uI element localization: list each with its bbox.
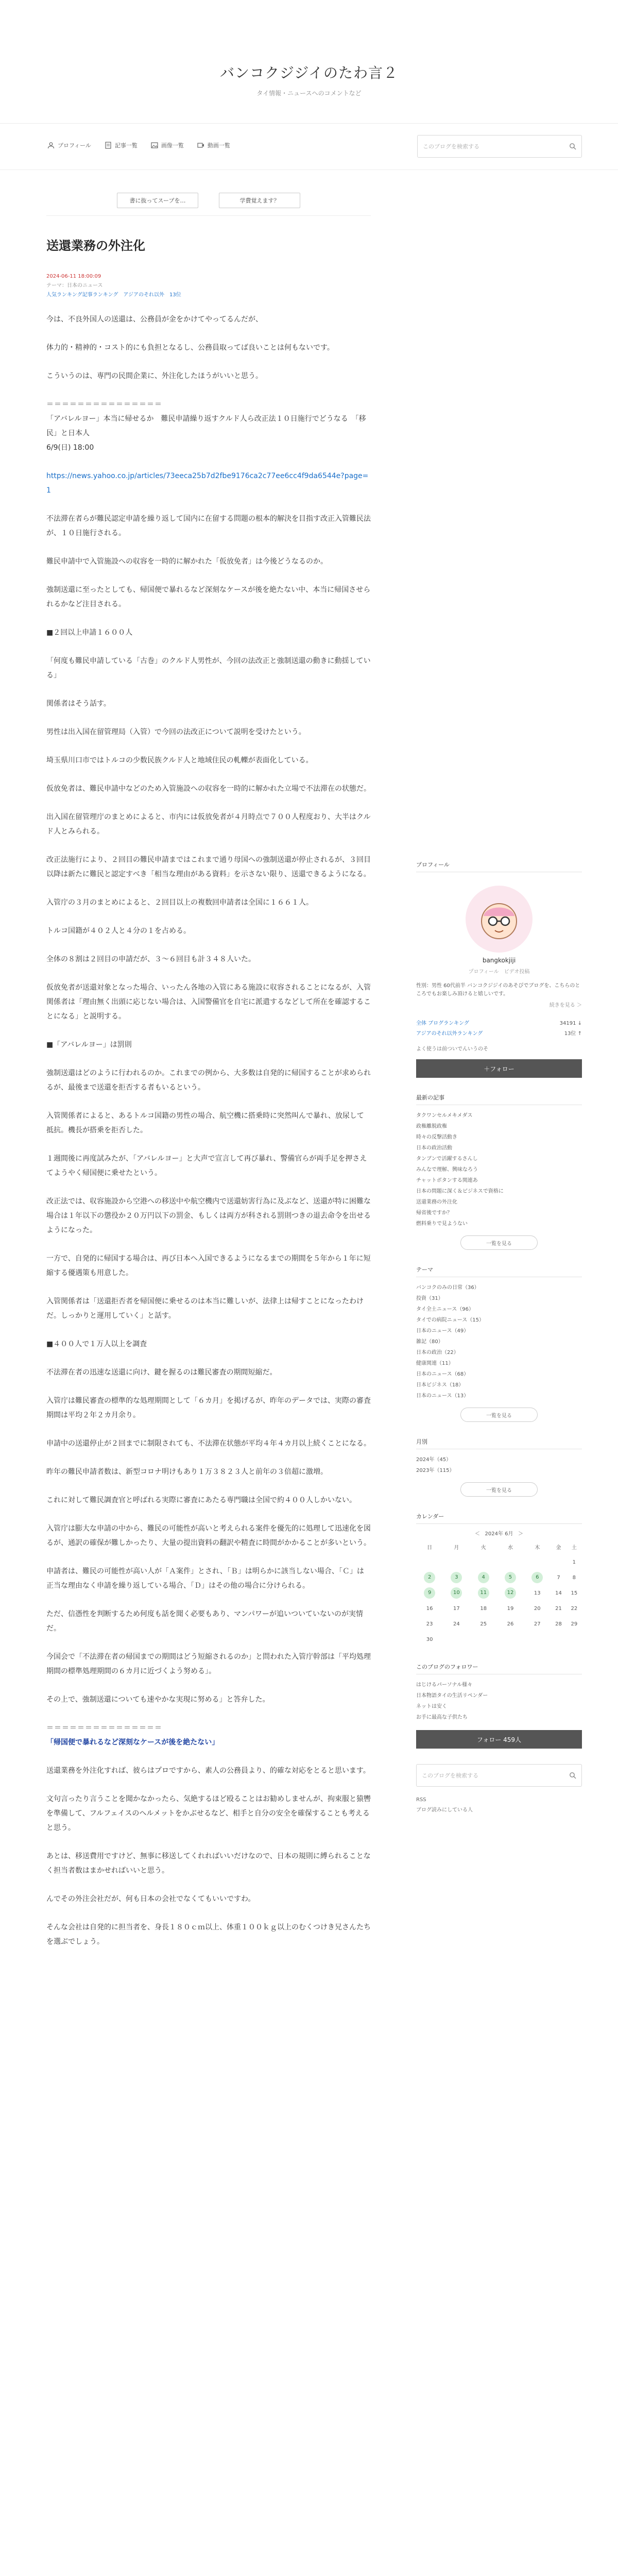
nav-item-label: 画像一覧 [161, 142, 184, 149]
global-nav [0, 124, 618, 170]
calendar-day-number: 14 [555, 1590, 562, 1596]
post-date: 2024-06-11 18:00:09 [46, 274, 101, 279]
nav-item-label: 動画一覧 [207, 142, 230, 149]
post-paragraph: 「何度も難民申請している「古巻」のクルド人男性が、今回の法改正と強制送還の動きに動揺している」 [46, 657, 371, 680]
post-paragraph: 改正法施行により、２回目の難民申請まではこれまで通り母国への強制送還が停止されるが、３回目以降は新たに難民と認定すべき「相当な理由がある資料」を示さない限り、送還できるようになる。 [46, 856, 371, 878]
calendar-day-number: 6 [531, 1572, 543, 1583]
calendar-day-number: 24 [453, 1621, 460, 1627]
search-icon[interactable] [569, 1772, 576, 1779]
calendar-day [470, 1601, 497, 1616]
profile-links[interactable]: プロフィール ビデオ投稿 [468, 969, 530, 975]
calendar-day-number: 28 [555, 1621, 562, 1627]
post-paragraph: 仮放免者は、難民申請中などのため入管施設への収容を一時的に解かれた立場で不法滞在の状態だ。 [46, 785, 371, 793]
article-link[interactable]: https://news.yahoo.co.jp/articles/73eeca25b7d2fbe9176ca2c77ee6cc4f9da6544e?page=1 [46, 472, 369, 495]
calendar-week [416, 1554, 582, 1570]
calendar-day [443, 1616, 470, 1632]
calendar-weekday: 土 [571, 1545, 577, 1551]
recent-post-link[interactable]: チャットボタンする関連あ [416, 1178, 478, 1183]
calendar-day-number: 29 [571, 1621, 578, 1627]
calendar-day-number: 16 [426, 1605, 433, 1612]
calendar-day-number: 2 [424, 1572, 435, 1583]
rank-label: アジアのそれ以外ランキング [416, 1031, 483, 1037]
post-paragraph: 今国会で「不法滞在者の帰国までの期間はどう短縮されるのか」と問われた入管庁幹部は「平均処理期間の標準処理期間の６カ月に近づくよう努める」。 [46, 1653, 371, 1675]
recent-posts-widget [416, 1093, 582, 1250]
post-paragraph: ■２回以上申請１６００人 [46, 629, 133, 637]
post-paragraph: 全体の８割は２回目の申請だが、３～６回目も計３４８人いた。 [46, 955, 255, 963]
theme-link[interactable]: 日本のニュース（68） [416, 1371, 469, 1377]
nav-item-images[interactable] [151, 141, 184, 149]
calendar-weekday: 金 [556, 1545, 561, 1551]
post-paragraph: 今は、不良外国人の送還は、公務員が金をかけてやってるんだが、 [46, 315, 263, 324]
calendar-day[interactable] [416, 1585, 443, 1601]
post-paragraph: ■４００人で１万人以上を調査 [46, 1340, 147, 1348]
calendar-week [416, 1616, 582, 1632]
calendar-day [566, 1632, 582, 1647]
theme-link[interactable]: 健康関連（11） [416, 1361, 454, 1366]
calendar-day-number: 22 [571, 1605, 578, 1612]
rss-link[interactable]: ブログ読みにしている人 [416, 1807, 473, 1813]
post-paragraph: 文句言ったり言うことを聞かなかったら、気絶するほど殴ることはお勧めしませんが、拘束服と猿轡を準備して、フルフェイスのヘルメットをかぶせるなど、相手と自分の安全を確保することも考えると思う。 [46, 1795, 371, 1832]
post-paragraph: 出入国在留管理庁のまとめによると、市内には仮放免者が４月時点で７００人程度おり、大半はクルド人とみられる。 [46, 813, 371, 836]
recent-post-link[interactable]: 政権離脱政権 [416, 1124, 447, 1129]
post-paragraph: 強制送還に至ったとしても、帰国便で暴れるなど深刻なケースが後を絶たない中、本当に帰国させられるかなど注目される。 [46, 586, 371, 608]
post-paragraph: 不法滞在者らが難民認定申請を繰り返して国内に在留する問題の根本的解決を目指す改正入管難民法が、１０日施行される。 [46, 515, 371, 537]
widget-title: カレンダー [416, 1512, 582, 1524]
post-paragraph: 一方で、自発的に帰国する場合は、再び日本へ入国できるようになるまでの期間を５年から１年に短縮する優遇策も用意した。 [46, 1255, 371, 1277]
nav-item-label: プロフィール [58, 142, 91, 149]
calendar-day[interactable] [416, 1570, 443, 1585]
calendar-day-number: 18 [480, 1605, 487, 1612]
calendar-day [566, 1585, 582, 1601]
calendar-day [551, 1554, 566, 1570]
post-title[interactable]: 送還業務の外注化 [46, 239, 145, 253]
calendar-day [416, 1616, 443, 1632]
widget-title: プロフィール [416, 860, 582, 872]
calendar-widget [416, 1512, 582, 1647]
post-paragraph: ＝＝＝＝＝＝＝＝＝＝＝＝＝＝＝ [46, 400, 162, 409]
post-paragraph: そんな会社は自発的に担当者を、身長１８０ｃｍ以上、体重１００ｋｇ以上のむくつけき兄さんたちを選ぶでしょう。 [46, 1923, 371, 1946]
rss-link[interactable]: RSS [416, 1797, 426, 1803]
calendar-next-button[interactable]: ＞ [518, 1531, 524, 1537]
follow-note: よく使うは前ついでんいうのそ [416, 1046, 488, 1052]
calendar-weekday: 日 [427, 1545, 433, 1551]
followers-list [416, 1680, 582, 1723]
calendar-day [524, 1601, 551, 1616]
post-paragraph: 入管庁の３月のまとめによると、２回目以上の複数回申請者は全国に１６６１人。 [46, 899, 313, 907]
ad-button-left[interactable]: 書に抜ってスープを… [117, 193, 198, 208]
post-paragraph: んでその外注会社だが、何も日本の会社でなくてもいいですわ。 [46, 1895, 255, 1903]
calendar-day [443, 1632, 470, 1647]
widget-title: このブログのフォロワー [416, 1663, 582, 1674]
calendar-day-number: 3 [451, 1572, 462, 1583]
calendar-day[interactable] [524, 1570, 551, 1585]
month-link[interactable]: 2024年（45） [416, 1457, 452, 1463]
post-paragraph: 申請中の送還停止が２回までに制限されても、不法滞在状態が平均４年４カ月以上続くことになる。 [46, 1439, 371, 1448]
calendar-day [524, 1616, 551, 1632]
profile-ranks [416, 1019, 582, 1039]
month-link[interactable]: 2023年（115） [416, 1468, 455, 1473]
calendar-day [566, 1554, 582, 1570]
theme-link[interactable]: 投資（31） [416, 1296, 443, 1301]
post-paragraph: ■「アバレルヨー」は罰則 [46, 1041, 132, 1049]
calendar-day-number: 9 [424, 1587, 435, 1599]
page-body [0, 170, 618, 2576]
calendar-day-number: 11 [478, 1587, 489, 1599]
post-paragraph: あとは、移送費用ですけど、無事に移送してくれればいいだけなので、日本の規則に縛られることなく担当者数はまかせればいいと思う。 [46, 1852, 371, 1875]
calendar-caption [416, 1529, 582, 1537]
follower-link[interactable]: はじけるパーソナル様々 [416, 1682, 473, 1688]
post-paragraph: 埼玉県川口市ではトルコの少数民族クルド人と地域住民の軋轢が表面化している。 [46, 756, 313, 765]
calendar-day-number: 17 [453, 1605, 460, 1612]
calendar-weekday: 火 [480, 1545, 486, 1551]
calendar-day-number: 8 [572, 1574, 576, 1581]
recent-post-link[interactable]: 時々の反撃活動き [416, 1134, 457, 1140]
calendar-day-number: 30 [426, 1636, 433, 1642]
ad-button-right[interactable]: 学費覚えます？ [219, 193, 300, 208]
post-paragraph: 体力的・精神的・コスト的にも負担となるし、公務員取ってば良いことは何もないです。 [46, 344, 334, 352]
calendar-day [470, 1554, 497, 1570]
calendar-month: 2024年 6月 [485, 1531, 513, 1537]
calendar-day-number: 10 [451, 1587, 462, 1599]
post-paragraph: 昨年の難民申請者数は、新型コロナ明けもあり１万３８２３人と前年の３倍超に激増。 [46, 1468, 328, 1476]
user-icon [47, 142, 55, 149]
follow-button-bottom[interactable] [416, 1730, 582, 1749]
themes-list [416, 1282, 582, 1401]
follow-label: フォロー [476, 1736, 502, 1743]
calendar-day-number: 15 [571, 1590, 578, 1596]
post-paragraph: 「アバレルヨー」本当に帰せるか 難民申請繰り返すクルド人ら改正法１０日施行でどうなる 「移民」と日本人 6/9(日) 18:00 [46, 415, 366, 452]
follower-link[interactable]: 日本物語タイの生活リペンダー [416, 1693, 488, 1699]
theme-link[interactable]: 日本のニュース（13） [416, 1393, 469, 1399]
post-paragraph: 送還業務を外注化すれば、彼らはプロですから、素人の公務員より、的確な対応をとると思います。 [46, 1767, 370, 1775]
calendar-day-number: 25 [480, 1621, 487, 1627]
calendar-day [497, 1601, 524, 1616]
calendar-weekday: 木 [535, 1545, 540, 1551]
calendar-day-number: 26 [507, 1621, 514, 1627]
nav-item-profile[interactable] [47, 141, 91, 149]
calendar-day [416, 1554, 443, 1570]
calendar-day[interactable] [470, 1585, 497, 1601]
calendar-day[interactable] [497, 1570, 524, 1585]
calendar-day [416, 1601, 443, 1616]
post-paragraph: 仮放免者が送還対象となった場合、いったん各地の入管にある施設に収容されることになるが、入管関係者は「理由無く出頭に応じない場合は、入国警備官を自宅に派遣するなどして所在を確認することになる」と説明する。 [46, 984, 371, 1021]
calendar-day-number: 5 [505, 1572, 516, 1583]
post-paragraph: 申請者は、難民の可能性が高い人が「Ａ案件」とされ、「Ｂ」は明らかに該当しない場合、「Ｃ」は正当な理由なく申請を繰り返している場合、「Ｄ」はその他の場合に分けられる。 [46, 1567, 364, 1590]
calendar-day-number: 21 [555, 1605, 562, 1612]
calendar-day [551, 1585, 566, 1601]
calendar-day [551, 1601, 566, 1616]
calendar-day[interactable] [443, 1585, 470, 1601]
calendar-day-number: 13 [534, 1590, 541, 1596]
site-description: タイ情報・ニュースへのコメントなど [256, 90, 362, 97]
nav-item-articles[interactable] [105, 141, 138, 149]
theme-link[interactable]: タイ全土ニュース（96） [416, 1307, 474, 1312]
calendar-day [497, 1554, 524, 1570]
recent-post-link[interactable]: 日本の政治活動 [416, 1145, 452, 1151]
nav-item-videos[interactable] [197, 141, 230, 149]
search-placeholder: このブログを検索する [423, 143, 479, 150]
nav-items [47, 141, 230, 149]
rank-row[interactable] [416, 1029, 582, 1039]
search-placeholder: このブログを検索する [422, 1772, 478, 1779]
post-ranking[interactable]: 人気ランキング記事ランキング アジアのそれ以外 13位 [46, 292, 181, 298]
post-paragraph: 男性は出入国在留管理局（入管）で今回の法改正について説明を受けたという。 [46, 728, 306, 736]
sidebar-search-input[interactable] [416, 1764, 582, 1787]
recent-post-link[interactable]: 日本の問題に深く＆ビジネスで資格に [416, 1189, 504, 1194]
calendar-day [443, 1601, 470, 1616]
calendar-day[interactable] [470, 1570, 497, 1585]
site-header [0, 0, 618, 124]
theme-link[interactable]: 雑記（80） [416, 1339, 443, 1345]
theme-link[interactable]: タイでの病院ニュース（15） [416, 1317, 485, 1323]
calendar-day-number: 7 [557, 1574, 560, 1581]
follow-button[interactable]: ＋フォロー [416, 1059, 582, 1078]
post-paragraph: 改正法では、収容施設から空港への移送中や航空機内で送還妨害行為に及ぶなど、送還が特に困難な場合は１年以下の懲役か２０万円以下の罰金、もしくは両方が科される罰則つきの退去命令を出せるようになった。 [46, 1197, 371, 1234]
recent-more-button[interactable]: 一覧を見る [460, 1235, 538, 1250]
calendar-day [497, 1616, 524, 1632]
post-paragraph: 入管庁は膨大な申請の中から、難民の可能性が高いと考えられる案件を優先的に処理して迅速化を図るが、通訳の確保が難しかったり、大量の提出資料の翻訳や精査に時間がかかることが多いという。 [46, 1524, 371, 1547]
rank-value: 13位 ↑ [564, 1031, 582, 1037]
calendar-day[interactable] [443, 1570, 470, 1585]
calendar-day-number: 20 [534, 1605, 541, 1612]
calendar-weekdays [416, 1539, 582, 1554]
months-list [416, 1454, 582, 1476]
calendar-prev-button[interactable]: ＜ [474, 1531, 480, 1537]
calendar-day-number: 19 [507, 1605, 514, 1612]
video-icon [197, 142, 204, 149]
calendar-week [416, 1632, 582, 1647]
follower-count: 459人 [503, 1736, 522, 1743]
themes-more-button[interactable]: 一覧を見る [460, 1408, 538, 1422]
calendar-day [470, 1632, 497, 1647]
calendar-day [551, 1616, 566, 1632]
calendar-day [551, 1570, 566, 1585]
post-meta [46, 272, 371, 300]
post-paragraph: トルコ国籍が４０２人と４分の１を占める。 [46, 927, 191, 935]
calendar-weekday: 水 [507, 1545, 513, 1551]
doc-icon [105, 142, 112, 149]
calendar-week [416, 1570, 582, 1585]
themes-widget [416, 1265, 582, 1422]
months-more-button[interactable]: 一覧を見る [460, 1482, 538, 1497]
widget-title: 月別 [416, 1437, 582, 1449]
sidebar-search-widget [416, 1764, 582, 1816]
post-paragraph: 入管関係者は「送還拒否者を帰国便に乗せるのは本当に難しいが、法律上は帰すことになったわけだ。しっかりと運用していく」と話す。 [46, 1297, 364, 1320]
profile-text: 性別：男性 60代前半 バンコクジジイのあそびでブログを、こちらのところでもお楽しみ頂けると嬉しいです。 [416, 983, 580, 997]
calendar-day-number: 23 [426, 1621, 433, 1627]
months-widget [416, 1437, 582, 1497]
theme-link[interactable]: バンコクのみの日常（36） [416, 1285, 479, 1291]
post-paragraph: 関係者はそう話す。 [46, 700, 111, 708]
post-paragraph: ＝＝＝＝＝＝＝＝＝＝＝＝＝＝＝ [46, 1724, 162, 1732]
calendar-day [497, 1632, 524, 1647]
recent-posts-list [416, 1110, 582, 1229]
search-icon[interactable] [569, 143, 576, 150]
calendar-day [443, 1554, 470, 1570]
site-title[interactable]: バンコクジジイのたわ言２ [220, 64, 398, 81]
widget-title: 最新の記事 [416, 1093, 582, 1105]
calendar-week [416, 1585, 582, 1601]
post-paragraph: １週間後に再度試みたが、「アバレルヨー」と大声で宣言して再び暴れ、警備官らが両手足を押さえてようやく帰国便に乗せたという。 [46, 1155, 367, 1177]
calendar-day [416, 1632, 443, 1647]
follower-link[interactable]: お手に最高な子供たち [416, 1715, 468, 1720]
calendar-day [566, 1616, 582, 1632]
profile-name[interactable]: bangkokjiji [482, 957, 516, 964]
recent-post-link[interactable]: タクワンセルメキメダス [416, 1113, 473, 1118]
post-body [46, 312, 371, 1949]
calendar-day [566, 1570, 582, 1585]
theme-link[interactable]: 日本のニュース（49） [416, 1328, 469, 1334]
post-theme[interactable]: テーマ：日本のニュース [46, 283, 103, 289]
header-search-input[interactable] [417, 135, 582, 158]
calendar-weekday: 月 [454, 1545, 459, 1551]
image-icon [151, 142, 158, 149]
post-paragraph: 入管関係者によると、あるトルコ国籍の男性の場合、航空機に搭乗時に突然叫んで暴れ、放尿して抵抗。機長が搭乗を拒否した。 [46, 1112, 364, 1134]
calendar-day[interactable] [497, 1585, 524, 1601]
avatar[interactable] [466, 886, 533, 953]
avatar-face-icon [472, 892, 526, 946]
calendar-day [524, 1554, 551, 1570]
profile-more-link[interactable]: 続きを見る ＞ [549, 1003, 582, 1008]
ad-links [46, 185, 371, 216]
rank-row[interactable] [416, 1019, 582, 1029]
post-paragraph: 「帰国便で暴れるなど深刻なケースが後を絶たない」 [46, 1738, 219, 1747]
theme-link[interactable]: 日本の政治（22） [416, 1350, 459, 1355]
calendar-day-number: 27 [534, 1621, 541, 1627]
recent-post-link[interactable]: 送還業務の外注化 [416, 1199, 457, 1205]
post-paragraph: 強制送還はどのように行われるのか。これまでの例から、大多数は自発的に帰国することが求められるが、最後まで送還を拒否する者もいるという。 [46, 1069, 371, 1092]
followers-widget [416, 1663, 582, 1749]
rank-value: 34191 ↓ [559, 1021, 582, 1026]
calendar-table [416, 1539, 582, 1647]
calendar-day [566, 1601, 582, 1616]
calendar-week [416, 1601, 582, 1616]
theme-link[interactable]: 日本ビジネス（18） [416, 1382, 464, 1388]
calendar-day [524, 1632, 551, 1647]
post-paragraph: こういうのは、専門の民間企業に、外注化したほうがいいと思う。 [46, 372, 263, 380]
rank-label: 全体 ブログランキング [416, 1021, 469, 1026]
widget-title: テーマ [416, 1265, 582, 1277]
post-paragraph: 不法滞在者の迅速な送還に向け、鍵を握るのは難民審査の期間短縮だ。 [46, 1368, 277, 1377]
post-paragraph: 入管庁は難民審査の標準的な処理期間として「６カ月」を掲げるが、昨年のデータでは、実際の審査期間は平均２年２カ月余り。 [46, 1397, 371, 1419]
recent-post-link[interactable]: 帰省後ですか？ [416, 1210, 452, 1216]
calendar-day-number: 12 [505, 1587, 516, 1599]
calendar-day-number: 1 [572, 1559, 576, 1565]
post-paragraph: 難民申請中で入管施設への収容を一時的に解かれた「仮放免者」は今後どうなるのか。 [46, 557, 328, 566]
post-paragraph: これに対して難民調査官と呼ばれる実際に審査にあたる専門職は全国で約４００人しかいない。 [46, 1496, 356, 1504]
profile-widget [416, 860, 582, 1078]
calendar-day [551, 1632, 566, 1647]
nav-item-label: 記事一覧 [114, 142, 138, 149]
calendar-day [524, 1585, 551, 1601]
sidebar [416, 860, 582, 1831]
calendar-day [470, 1616, 497, 1632]
post-paragraph: その上で、強制送還についても速やかな実現に努める」と答弁した。 [46, 1696, 270, 1704]
article [46, 185, 371, 1963]
calendar-day-number: 4 [478, 1572, 489, 1583]
rss-links [416, 1795, 582, 1816]
recent-post-link[interactable]: 燃料乗りで見ようない [416, 1221, 468, 1227]
recent-post-link[interactable]: みんなで理解、興味なろう [416, 1167, 478, 1173]
follower-link[interactable]: ネットは安く [416, 1704, 447, 1709]
post-paragraph: ただ、信憑性を判断するため何度も話を聞く必要もあり、マンパワーが追いついていないのが実情だ。 [46, 1610, 364, 1633]
recent-post-link[interactable]: タンブンで活躍するさんし [416, 1156, 478, 1162]
